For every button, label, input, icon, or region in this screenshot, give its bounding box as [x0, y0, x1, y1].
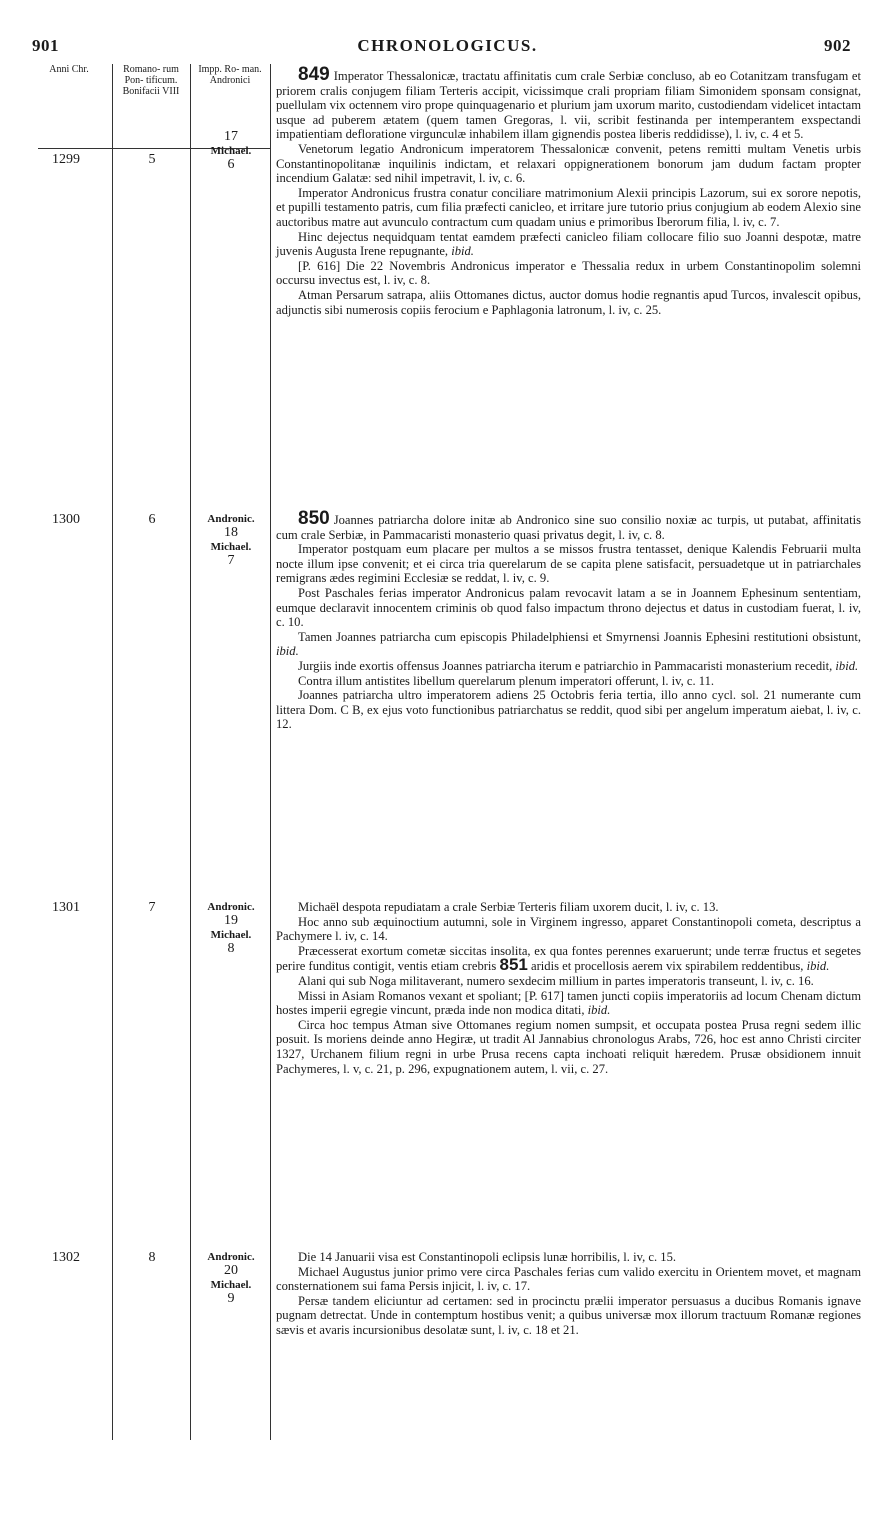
year-label: 1299 [52, 152, 80, 167]
section-number: 849 [298, 64, 330, 85]
section-number: 850 [298, 508, 330, 529]
emperor-year-andronicus: 19 [224, 913, 238, 928]
column-rule [112, 64, 113, 1440]
pontificate-year: 5 [148, 152, 156, 167]
paragraph: Præcesserat exortum cometæ siccitas insolita, ex qua fontes perennes exaruerunt; unde terræ fructus et segetes perire funditus contigit, ventis etiam crebris 851 aridis et procellosis aerem vix spirabilem reddentibus, ibid. [276, 943, 861, 975]
ibid-ref: ibid. [451, 244, 474, 259]
emperor-year-andronicus: 20 [224, 1263, 238, 1278]
emperor-year-andronicus: 18 [224, 525, 238, 540]
emperor-year-michael: 8 [227, 941, 235, 956]
emperor-name-michael: Michael. [210, 1279, 252, 1291]
paragraph: Jurgiis inde exortis offensus Joannes patriarcha iterum e patriarchio in Pammacaristi monasterium recedit, ibid. [298, 658, 859, 673]
ibid-ref: ibid. [806, 959, 830, 974]
section-marker: 851 [499, 955, 528, 975]
col-header-anni: Anni Chr. [49, 64, 89, 75]
paragraph: 850 Joannes patriarcha dolore initæ ab Andronico sine suo consilio noxiæ ac turpis, ut putabat, affinitatis cum crale Serbiæ, in Pammacaristi monasterio quasi privatus degit, l. iv, c. 8. [276, 508, 861, 542]
paragraph: Contra illum antistites libellum querelarum plenum imperatori offerunt, l. iv, c. 11. [298, 673, 715, 688]
paragraph: Post Paschales ferias imperator Andronicus palam revocavit latam a se in Joannem Ephesinum sententiam, eumque declaravit innocentem criminis ob quod falso impactum throno dejectus et datus in custodiam fuerat, l. iv, c. 10. [276, 585, 861, 630]
pontificate-year: 6 [148, 512, 156, 527]
year-label: 1302 [52, 1250, 80, 1265]
pontificate-year: 7 [148, 900, 156, 915]
emperor-name-michael: Michael. [210, 541, 252, 553]
emperor-years [196, 512, 266, 568]
paragraph: Imperator Andronicus frustra conatur conciliare matrimonium Alexii principis Lazorum, sui ex sorore nepotis, et pupilli testamento patris, cum filia præfecti canicleo, et irritare jure tutorio prius conjugium ab eodem Alexio sine auctoribus matre aut avunculo contractum cum quadam unius e primoribus Iberorum filia, l. iv, c. 7. [276, 185, 861, 229]
emperor-name-andronicus: Andronic. [207, 901, 255, 913]
column-rule [270, 64, 271, 1440]
emperor-year-michael: 6 [227, 157, 235, 172]
entry-text [276, 1250, 861, 1338]
emperor-name-michael: Michael. [210, 145, 252, 157]
paragraph: Hinc dejectus nequidquam tentat eamdem præfecti canicleo filiam collocare filio suo Joanni despotæ, matre juvenis Augusta Irene repugnante, ibid. [276, 229, 861, 259]
running-title: CHRONOLOGICUS. [357, 36, 538, 55]
emperor-year-andronicus: 17 [224, 129, 238, 144]
emperor-name-andronicus: Andronic. [207, 1251, 255, 1263]
emperor-year-michael: 7 [227, 553, 235, 568]
paragraph: Michael Augustus junior primo vere circa Paschales ferias cum valido exercitu in Orientem movet, et magnam consternationem sui fama Persis injicit, l. iv, c. 17. [276, 1264, 861, 1294]
emperor-years [196, 900, 266, 956]
paragraph: Venetorum legatio Andronicum imperatorem Thessalonicæ convenit, petens remitti multam Venetis urbis Constantinopolitanæ inquilinis indictam, et relaxari oppignerationem bonorum jam dudum factam propter incendium Galatæ: sed nihil impetravit, l. iv, c. 6. [276, 141, 861, 186]
paragraph: Alani qui sub Noga militaverant, numero sexdecim millium in partes imperatoris transeunt, l. iv, c. 16. [298, 973, 814, 988]
col-header-imperatores: Impp. Ro- man. Andronici [198, 64, 262, 86]
emperor-name-andronicus: Andronic. [207, 513, 255, 525]
paragraph: Persæ tandem eliciuntur ad certamen: sed in procinctu prælii imperator persuasus a ducibus Romanis ignave pugnam detrectat. Unde in contemptum hostibus venit; a quibus universæ mox illorum tractuum Romanæ regiones sævis et avaris incursionibus desolatæ sunt, l. iv, c. 18 et 21. [276, 1293, 861, 1337]
page-number-right: 902 [824, 36, 851, 55]
paragraph: 849 Imperator Thessalonicæ, tractatu affinitatis cum crale Serbiæ concluso, ab eo Cotanitzam transfugam et priorem cralis conjugem filiam Terteris accipit, vicissimque crali propriam filiam Simonidem sponsam consignat, puellulam vix octennem viro prope quinquagenario et plurium jam uxorum marito, custodiendam videlicet intactam usque ad puberem ætatem (quem tamen Gregoras, l. vii, scribit festinanda per intemperantem exspectandi impatientiam defloratione virgunculæ inhabilem illam gignendis postea liberis reddidisse), l. iv, c. 4 et 5. [276, 64, 861, 142]
paragraph: Tamen Joannes patriarcha cum episcopis Philadelphiensi et Smyrnensi Joannis Ephesini restitutioni obsistunt, ibid. [276, 629, 861, 659]
paragraph: Imperator postquam eum placare per multos a se missos frustra tentasset, denique Kalendis Februarii multa nocte illum ipse convenit; et ei circa tria querelarum de se capita plene satisfacit, persuadetque ut in patriarchales remigrans ædes regimini Ecclesiæ se reddat, l. iv, c. 9. [276, 542, 861, 586]
emperor-years [196, 1250, 266, 1306]
ibid-ref: ibid. [276, 644, 299, 659]
emperor-years [196, 130, 266, 172]
column-rule [190, 64, 191, 1440]
paragraph: Joannes patriarcha ultro imperatorem adiens 25 Octobris feria tertia, illo anno cycl. sol. 21 numerante cum littera Dom. C B, ex ejus voto functionibus patriarchatus se reddit, quod sibi per angelum imperatum aiebat, l. iv, c. 12. [276, 688, 861, 732]
pontificate-year: 8 [148, 1250, 156, 1265]
paragraph: Circa hoc tempus Atman sive Ottomanes regium nomen sumpsit, et occupata postea Prusa regni sedem illic posuit. Is moriens deinde anno Hegiræ, ut tradit Al Jannabius chronologus Arabs, 726, hoc est anno Christi circiter 1327, Urchanem filium regni in urbe Prusa recens capta inchoati reliquit hæredem. Prusæ obsidionem innuit Pachymeres, l. v, c. 21, p. 296, expugnationem autem, l. vii, c. 27. [276, 1017, 861, 1076]
entry-text [276, 64, 861, 317]
entry-text [276, 508, 861, 732]
paragraph: Michaël despota repudiatam a crale Serbiæ Terteris filiam uxorem ducit, l. iv, c. 13. [298, 900, 719, 914]
ibid-ref: ibid. [587, 1003, 611, 1018]
col-header-pontifex: Romano- rum Pon- tificum. Bonifacii VIII [122, 64, 180, 97]
year-label: 1301 [52, 900, 80, 915]
paragraph: Missi in Asiam Romanos vexant et spoliant; [P. 617] tamen juncti copiis imperatoriis ad locum Chenam dictum hostes imperii egregie vincunt, præda inde non modica ditati, ibid. [276, 988, 861, 1018]
emperor-year-michael: 9 [227, 1291, 235, 1306]
emperor-name-michael: Michael. [210, 929, 252, 941]
paragraph: Atman Persarum satrapa, aliis Ottomanes dictus, auctor domus hodie regnantis apud Turcos, invalescit opibus, adjunctis sibi numerosis copiis ferocium e Paphlagonia latronum, l. iv, c. 25. [276, 287, 861, 317]
page-number-left: 901 [32, 36, 59, 55]
paragraph: Hoc anno sub æquinoctium autumni, sole in Virginem ingresso, apparet Constantinopoli cometa, descriptus a Pachymere l. iv, c. 14. [276, 914, 861, 944]
paragraph: Die 14 Januarii visa est Constantinopoli eclipsis lunæ horribilis, l. iv, c. 15. [298, 1250, 677, 1264]
ibid-ref: ibid. [835, 658, 859, 673]
paragraph: [P. 616] Die 22 Novembris Andronicus imperator e Thessalia redux in urbem Constantinopolim solemni occursu invectus est, l. iv, c. 8. [276, 258, 861, 288]
entry-text [276, 900, 861, 1076]
year-label: 1300 [52, 512, 80, 527]
